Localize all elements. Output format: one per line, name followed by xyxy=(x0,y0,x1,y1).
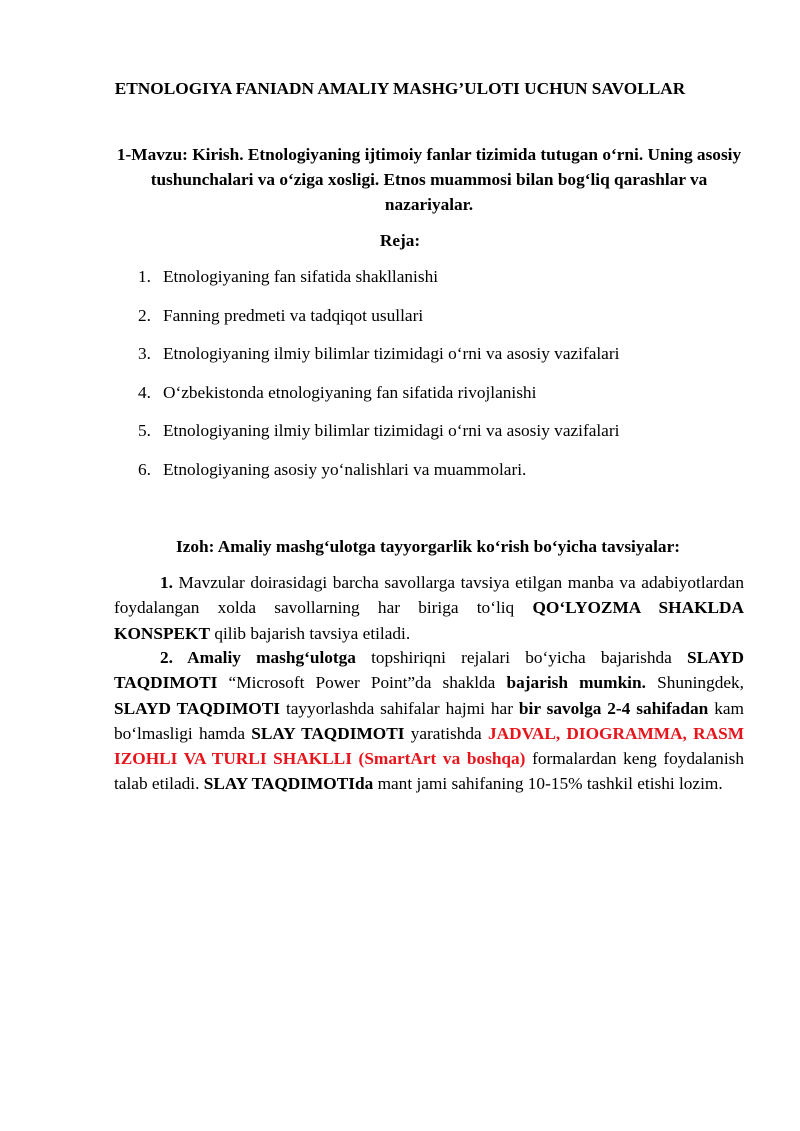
list-item-text: Fanning predmeti va tadqiqot usullari xyxy=(163,305,424,325)
paragraph-text: topshiriqni rejalari bo‘yicha bajarishda xyxy=(355,648,687,667)
plan-list xyxy=(138,264,619,496)
recommendation-paragraph-1 xyxy=(114,570,744,646)
list-item xyxy=(138,341,619,380)
emphasis-text: SLAYD TAQDIMOTI xyxy=(114,648,744,693)
list-item-text: Etnologiyaning ilmiy bilimlar tizimidagi o‘rni va asosiy vazifalari xyxy=(163,344,620,364)
list-number: 2. xyxy=(138,305,151,325)
list-item xyxy=(138,264,619,303)
red-highlight-text: JADVAL, DIOGRAMMA, RASM IZOHLI VA TURLI SHAKLLI (SmartArt va boshqa) xyxy=(114,723,745,769)
paragraph-lead: 2. Amaliy mashg‘ulotga xyxy=(160,648,356,667)
emphasis-text: bir savolga 2-4 sahifadan xyxy=(518,698,709,718)
list-item xyxy=(138,380,619,419)
list-item xyxy=(138,418,619,457)
paragraph-text: qilib bajarish tavsiya etiladi. xyxy=(210,623,411,643)
emphasis-text: SLAY TAQDIMOTIda xyxy=(203,774,374,794)
paragraph-number: 1. xyxy=(160,573,173,592)
paragraph-text: “Microsoft Power Point”da shaklda xyxy=(217,673,507,693)
list-number: 5. xyxy=(138,421,151,441)
list-item-text: O‘zbekistonda etnologiyaning fan sifatida rivojlanishi xyxy=(163,382,537,402)
paragraph-text: tayyorlashda sahifalar hajmi har xyxy=(280,698,519,718)
list-item xyxy=(138,303,619,342)
emphasis-text: QO‘LYOZMA SHAKLDA KONSPEKT xyxy=(114,598,744,643)
list-number: 1. xyxy=(138,267,151,286)
list-item-text: Etnologiyaning ilmiy bilimlar tizimidagi o‘rni va asosiy vazifalari xyxy=(163,421,620,441)
list-item xyxy=(138,457,619,496)
paragraph-text: kam bo‘lmasligi hamda xyxy=(114,698,744,743)
topic-heading: 1-Mavzu: Kirish. Etnologiyaning ijtimoiy fanlar tizimida tutugan o‘rni. Uning asosiy tushunchalari va o‘ziga xosligi. Etnos muammosi bilan bog‘liq qarashlar va nazariyalar. xyxy=(116,145,742,214)
emphasis-text: SLAYD TAQDIMOTI xyxy=(114,698,280,718)
list-number: 6. xyxy=(138,459,151,479)
list-number: 3. xyxy=(138,344,151,364)
note-heading: Izoh: Amaliy mashg‘ulotga tayyorgarlik ko‘rish bo‘yicha tavsiyalar: xyxy=(175,537,681,556)
page-title: ETNOLOGIYA FANIADN AMALIY MASHG’ULOTI UCHUN SAVOLLAR xyxy=(114,79,686,98)
plan-heading: Reja: xyxy=(379,231,421,250)
paragraph-text: formalardan keng foydalanish talab etiladi. xyxy=(114,749,744,794)
emphasis-text: bajarish mumkin. xyxy=(506,673,646,693)
paragraph-text: yaratishda xyxy=(404,723,488,743)
list-number: 4. xyxy=(138,382,151,402)
paragraph-text: Mavzular doirasidagi barcha savollarga tavsiya etilgan manba va adabiyotlardan foydalangan xolda savollarning har biriga to‘liq xyxy=(114,573,744,618)
paragraph-text: mant jami sahifaning 10-15% tashkil etishi lozim. xyxy=(373,774,723,794)
paragraph-text: Shuningdek, xyxy=(645,673,744,693)
list-item-text: Etnologiyaning fan sifatida shakllanishi xyxy=(163,267,439,286)
emphasis-text: SLAY TAQDIMOTI xyxy=(251,723,405,743)
recommendation-paragraph-2 xyxy=(114,645,744,797)
list-item-text: Etnologiyaning asosiy yo‘nalishlari va muammolari. xyxy=(163,459,527,479)
